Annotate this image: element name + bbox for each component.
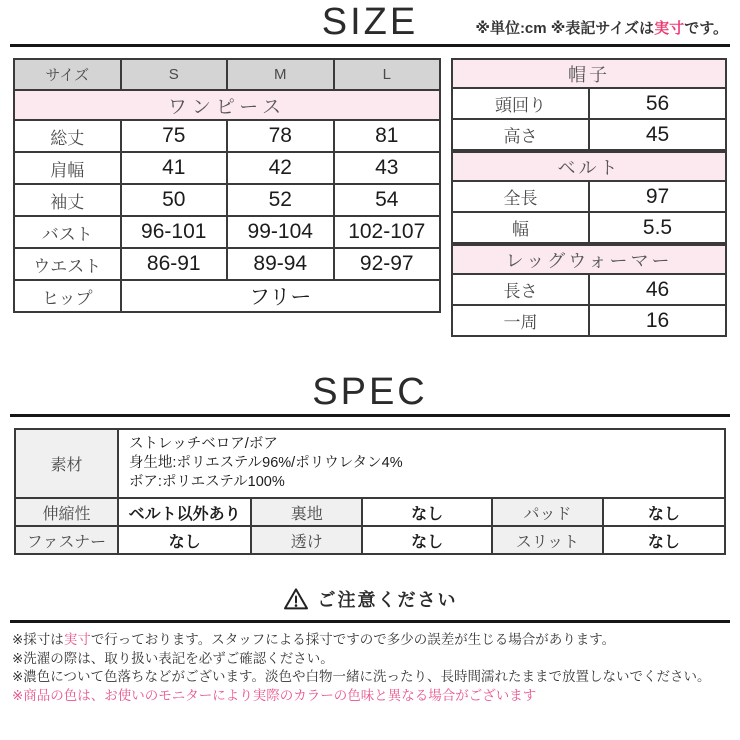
- table-row: [452, 119, 726, 150]
- cell-value: 45: [589, 119, 726, 150]
- footnote-line: [12, 631, 728, 650]
- cell-value: 86-91: [121, 248, 228, 280]
- spec-label: パッド: [492, 498, 603, 526]
- unit-note-highlight: 実寸: [654, 20, 685, 37]
- spec-row: [15, 526, 725, 554]
- col-header-size: サイズ: [14, 59, 121, 90]
- table-row: [14, 184, 440, 216]
- spec-divider: [10, 414, 730, 417]
- footnotes: [0, 623, 740, 705]
- legwarmer-table: [451, 244, 727, 337]
- caution-label: ご注意ください: [317, 590, 458, 610]
- row-label: 全長: [452, 181, 589, 212]
- table-row: [14, 248, 440, 280]
- unit-note: [475, 17, 728, 38]
- section-label: ワンピース: [14, 90, 440, 120]
- row-label: 長さ: [452, 274, 589, 305]
- cell-value: 54: [334, 184, 441, 216]
- material-line: 身生地:ポリエステル96%/ポリウレタン4%: [128, 455, 403, 471]
- material-label: 素材: [15, 429, 118, 498]
- cell-value: 102-107: [334, 216, 441, 248]
- col-header-l: L: [334, 59, 441, 90]
- cell-value: 52: [227, 184, 334, 216]
- footnote-line: [12, 650, 728, 669]
- spec-row: [15, 498, 725, 526]
- table-row: [452, 212, 726, 243]
- cell-value: 78: [227, 120, 334, 152]
- cell-value: 56: [589, 88, 726, 119]
- spec-value: なし: [603, 526, 725, 554]
- table-row: [14, 216, 440, 248]
- row-label: バスト: [14, 216, 121, 248]
- cell-value: 99-104: [227, 216, 334, 248]
- footnote-line: [12, 668, 728, 687]
- spec-value: なし: [362, 526, 492, 554]
- caution-heading: [0, 584, 740, 614]
- col-header-s: S: [121, 59, 228, 90]
- material-line: ストレッチベロア/ボア: [128, 436, 278, 452]
- spec-value: なし: [603, 498, 725, 526]
- table-row: [452, 181, 726, 212]
- footnote-line: [12, 687, 728, 706]
- accessory-title-row: [452, 59, 726, 88]
- row-label: 一周: [452, 305, 589, 336]
- cell-value: 96-101: [121, 216, 228, 248]
- row-label: 袖丈: [14, 184, 121, 216]
- row-label: 肩幅: [14, 152, 121, 184]
- material-line: ボア:ポリエステル100%: [128, 474, 285, 490]
- spec-value: なし: [118, 526, 251, 554]
- note-text: ※濃色について色落ちなどがございます。淡色や白物一緒に洗ったり、長時間濡れたままで放置しないでください。: [12, 669, 711, 684]
- accessory-tables: [451, 58, 727, 337]
- cell-value: 43: [334, 152, 441, 184]
- spec-label: 裏地: [251, 498, 362, 526]
- spec-label: ファスナー: [15, 526, 118, 554]
- cell-value: 92-97: [334, 248, 441, 280]
- note-text: で行っております。スタッフによる採寸ですので多少の誤差が生じる場合があります。: [90, 632, 616, 647]
- material-row: [15, 429, 725, 498]
- belt-table: [451, 151, 727, 244]
- size-header-row: [14, 59, 440, 90]
- row-label: 総丈: [14, 120, 121, 152]
- note-text: ※洗濯の際は、取り扱い表記を必ずご確認ください。: [12, 650, 334, 666]
- table-row: [452, 274, 726, 305]
- row-label: 頭回り: [452, 88, 589, 119]
- size-section-header: [0, 0, 740, 44]
- spec-label: スリット: [492, 526, 603, 554]
- cell-value: 42: [227, 152, 334, 184]
- cell-value: 81: [334, 120, 441, 152]
- material-content: [118, 429, 725, 498]
- size-tables: [0, 47, 740, 337]
- note-text-highlight: 実寸: [63, 632, 91, 647]
- spec-value: なし: [362, 498, 492, 526]
- note-text: ※採寸は: [12, 632, 64, 647]
- spec-label: 透け: [251, 526, 362, 554]
- table-row: [452, 88, 726, 119]
- cell-value: 41: [121, 152, 228, 184]
- spec-title: SPEC: [312, 371, 428, 413]
- row-label: 高さ: [452, 119, 589, 150]
- cell-value: 50: [121, 184, 228, 216]
- cell-value: 16: [589, 305, 726, 336]
- cell-value: 46: [589, 274, 726, 305]
- cell-value: フリー: [121, 280, 441, 312]
- hat-table: [451, 58, 727, 151]
- warning-triangle-icon: [283, 587, 309, 611]
- row-label: ヒップ: [14, 280, 121, 312]
- cell-value: 5.5: [589, 212, 726, 243]
- table-row: [14, 120, 440, 152]
- table-row: [452, 305, 726, 336]
- spec-table: [14, 428, 726, 555]
- spec-section-header: [0, 370, 740, 414]
- size-title: SIZE: [321, 1, 419, 43]
- spec-value: ベルト以外あり: [118, 498, 251, 526]
- note-text-highlight: ※商品の色は、お使いのモニターにより実際のカラーの色味と異なる場合がございます: [12, 687, 537, 703]
- accessory-title-row: [452, 245, 726, 274]
- section-row-onepiece: [14, 90, 440, 120]
- table-row: [14, 280, 440, 312]
- row-label: 幅: [452, 212, 589, 243]
- accessory-title: 帽子: [452, 59, 726, 88]
- accessory-title-row: [452, 152, 726, 181]
- col-header-m: M: [227, 59, 334, 90]
- unit-note-suffix: です。: [684, 20, 728, 37]
- accessory-title: レッグウォーマー: [452, 245, 726, 274]
- onepiece-size-table: [13, 58, 441, 313]
- spec-label: 伸縮性: [15, 498, 118, 526]
- cell-value: 97: [589, 181, 726, 212]
- row-label: ウエスト: [14, 248, 121, 280]
- accessory-title: ベルト: [452, 152, 726, 181]
- cell-value: 75: [121, 120, 228, 152]
- unit-note-prefix: ※単位:cm ※表記サイズは: [475, 20, 655, 37]
- cell-value: 89-94: [227, 248, 334, 280]
- table-row: [14, 152, 440, 184]
